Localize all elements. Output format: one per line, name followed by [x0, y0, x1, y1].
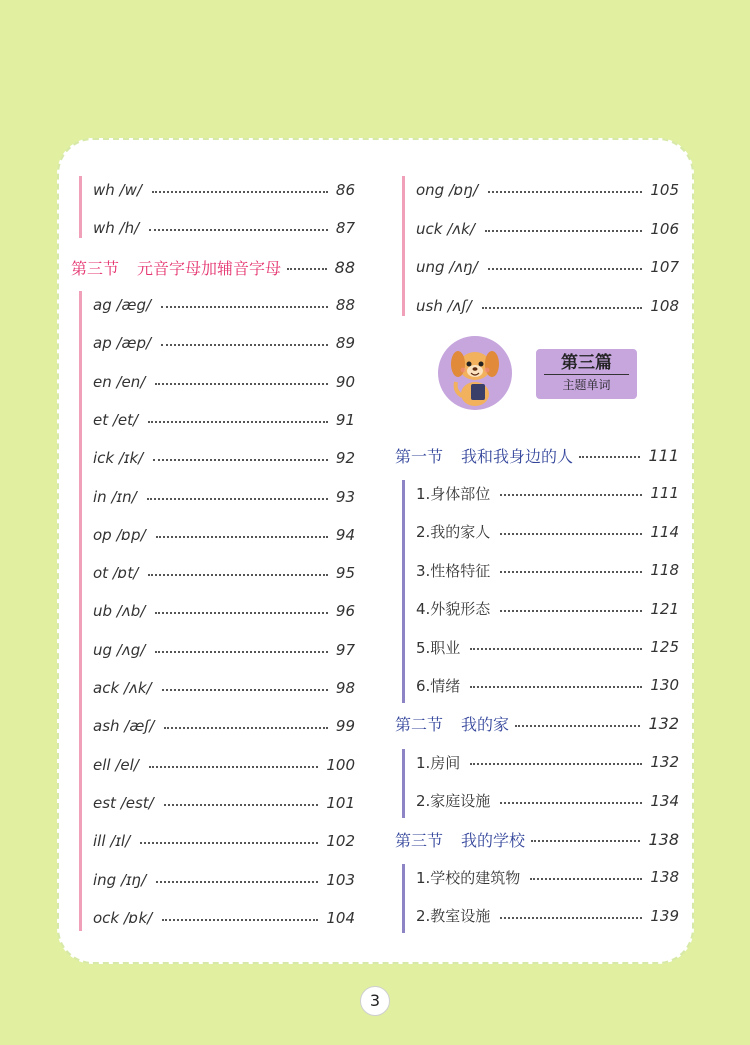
right-bar-top [402, 176, 405, 316]
part-label [536, 349, 637, 399]
dot-leader [156, 881, 318, 883]
part-title: 第三篇 [544, 349, 629, 375]
toc-row-label: ash /æʃ/ [93, 717, 155, 736]
toc-row[interactable] [416, 786, 679, 816]
toc-row-page: 92 [335, 449, 355, 468]
part-badge [438, 336, 638, 410]
left-bar-top [79, 176, 82, 238]
toc-row-page: 111 [650, 484, 679, 503]
section-bar [402, 480, 405, 702]
toc-row-page: 99 [335, 717, 355, 736]
dot-leader [500, 802, 642, 804]
page-number: 3 [360, 986, 390, 1016]
toc-row-page: 101 [326, 793, 355, 812]
section-title: 我的家 [461, 715, 510, 735]
toc-row-label: ack /ʌk/ [93, 679, 152, 697]
toc-row-page: 86 [335, 181, 355, 199]
toc-row[interactable] [416, 747, 679, 777]
dot-leader [500, 917, 642, 919]
left-bar-main [79, 291, 82, 931]
dot-leader [161, 344, 328, 346]
dot-leader [155, 612, 328, 614]
dot-leader [515, 725, 640, 727]
dot-leader [155, 383, 328, 385]
dot-leader [500, 610, 642, 612]
dot-leader [500, 533, 642, 535]
toc-row[interactable] [416, 862, 679, 892]
toc-row[interactable] [93, 482, 355, 512]
toc-row-label: 4.外貌形态 [416, 600, 491, 619]
toc-row-label: in /ɪn/ [93, 487, 137, 506]
dot-leader [140, 842, 318, 844]
dot-leader [470, 648, 642, 650]
toc-row-label: 2.教室设施 [416, 907, 491, 926]
toc-row-label: 3.性格特征 [416, 561, 491, 580]
toc-row-label: ing /ɪŋ/ [93, 870, 147, 889]
toc-row-label: en /en/ [93, 372, 146, 391]
dot-leader [531, 840, 640, 842]
toc-row-label: ag /æg/ [93, 296, 152, 314]
section-title: 我的学校 [461, 830, 526, 850]
dot-leader [500, 494, 642, 496]
section-page: 138 [648, 829, 679, 849]
toc-row[interactable] [416, 594, 679, 624]
dot-leader [579, 456, 640, 458]
toc-row-label: ick /ɪk/ [93, 449, 144, 468]
toc-row[interactable] [93, 213, 355, 243]
dot-leader [470, 763, 642, 765]
section-page: 88 [334, 257, 355, 277]
toc-row-page: 121 [650, 599, 679, 618]
toc-row-label: ell /el/ [93, 755, 139, 774]
toc-row[interactable] [93, 367, 355, 397]
toc-row[interactable] [416, 632, 679, 662]
toc-row-page: 91 [335, 410, 355, 429]
toc-row[interactable] [416, 214, 679, 244]
dot-leader [530, 878, 642, 880]
dot-leader [148, 421, 328, 423]
toc-row-label: et /et/ [93, 410, 139, 429]
toc-row-page: 88 [335, 296, 355, 314]
toc-row-label: op /ɒp/ [93, 525, 146, 544]
toc-row[interactable] [416, 478, 679, 508]
section-heading[interactable] [71, 252, 355, 282]
toc-row-label: ug /ʌg/ [93, 640, 146, 659]
toc-row-page: 95 [335, 564, 355, 583]
section-heading[interactable] [395, 824, 679, 854]
toc-row[interactable] [93, 673, 355, 703]
dot-leader [164, 804, 319, 806]
toc-row-page: 90 [335, 372, 355, 391]
dot-leader [287, 268, 327, 270]
section-number: 第三节 [71, 258, 120, 278]
toc-row-label: 2.家庭设施 [416, 792, 491, 811]
dot-leader [149, 766, 319, 768]
dot-leader [500, 571, 642, 573]
toc-row[interactable] [416, 670, 679, 700]
puppy-illustration [438, 336, 512, 410]
toc-row-label: ong /ɒŋ/ [416, 181, 479, 199]
toc-row-label: 1.学校的建筑物 [416, 868, 521, 887]
toc-row-page: 106 [650, 219, 679, 238]
toc-row-page: 134 [650, 791, 679, 810]
toc-row-page: 96 [335, 602, 355, 621]
dot-leader [147, 498, 328, 500]
dot-leader [488, 191, 642, 193]
toc-row-label: ill /ɪl/ [93, 832, 131, 851]
section-number: 第二节 [395, 715, 444, 735]
dot-leader [155, 651, 328, 653]
toc-row-label: ub /ʌb/ [93, 602, 146, 621]
toc-row-label: 6.情绪 [416, 676, 461, 695]
section-page: 132 [648, 714, 679, 734]
section-number: 第三节 [395, 830, 444, 850]
section-heading[interactable] [395, 709, 679, 739]
section-page: 111 [648, 445, 679, 465]
section-number: 第一节 [395, 446, 444, 466]
toc-row[interactable] [93, 750, 355, 780]
toc-row[interactable] [416, 175, 679, 205]
toc-row-page: 132 [650, 753, 679, 772]
toc-row-page: 107 [650, 258, 679, 276]
toc-row[interactable] [93, 826, 355, 856]
toc-row-page: 100 [326, 755, 355, 774]
section-title: 我和我身边的人 [461, 446, 574, 466]
section-bar [402, 749, 405, 818]
dot-leader [152, 191, 328, 193]
toc-row[interactable] [416, 517, 679, 547]
toc-row-page: 103 [326, 870, 355, 889]
dot-leader [488, 268, 643, 270]
toc-row-page: 118 [650, 561, 679, 580]
toc-row[interactable] [416, 291, 679, 321]
toc-row[interactable] [93, 443, 355, 473]
toc-row[interactable] [93, 328, 355, 358]
toc-row-label: 1.房间 [416, 753, 461, 772]
toc-row-page: 104 [326, 908, 355, 927]
toc-row[interactable] [93, 788, 355, 818]
section-bar [402, 864, 405, 933]
toc-row-label: ot /ɒt/ [93, 564, 139, 583]
dot-leader [164, 727, 328, 729]
toc-row-page: 87 [335, 219, 355, 237]
toc-row-page: 114 [650, 522, 679, 541]
dot-leader [161, 306, 328, 308]
toc-row[interactable] [93, 175, 355, 205]
toc-row-page: 108 [650, 296, 679, 315]
dot-leader [162, 689, 328, 691]
dot-leader [485, 230, 642, 232]
toc-row-page: 97 [335, 640, 355, 659]
toc-row[interactable] [93, 635, 355, 665]
toc-row[interactable] [93, 405, 355, 435]
dot-leader [153, 459, 328, 461]
toc-row[interactable] [416, 252, 679, 282]
dot-leader [470, 686, 642, 688]
toc-row-page: 125 [650, 638, 679, 656]
section-heading[interactable] [395, 440, 679, 470]
toc-row[interactable] [93, 865, 355, 895]
toc-row[interactable] [93, 520, 355, 550]
toc-row-label: ung /ʌŋ/ [416, 258, 478, 276]
toc-row-page: 138 [650, 868, 679, 887]
toc-row-label: 5.职业 [416, 638, 461, 657]
dot-leader [156, 536, 328, 538]
toc-row-label: wh /w/ [93, 181, 142, 199]
toc-row-label: ush /ʌʃ/ [416, 296, 472, 315]
toc-row-page: 102 [326, 832, 355, 851]
toc-row-label: ock /ɒk/ [93, 908, 153, 927]
toc-row-label: uck /ʌk/ [416, 219, 475, 238]
toc-row-page: 94 [335, 525, 355, 544]
toc-row[interactable] [416, 555, 679, 585]
toc-row-label: 2.我的家人 [416, 523, 491, 542]
toc-row-label: wh /h/ [93, 219, 140, 237]
section-title: 元音字母加辅音字母 [137, 258, 282, 278]
dot-leader [149, 229, 328, 231]
dot-leader [162, 919, 318, 921]
toc-row-page: 139 [650, 906, 679, 925]
toc-row-page: 89 [335, 334, 355, 353]
toc-row-page: 105 [650, 181, 679, 199]
part-subtitle: 主题单词 [562, 378, 611, 392]
toc-row-label: ap /æp/ [93, 334, 152, 353]
toc-row[interactable] [93, 903, 355, 933]
toc-row-page: 130 [650, 676, 679, 695]
toc-row[interactable] [93, 558, 355, 588]
toc-row[interactable] [93, 290, 355, 320]
toc-row-page: 98 [335, 679, 355, 697]
toc-row-label: 1.身体部位 [416, 484, 491, 503]
toc-row[interactable] [416, 901, 679, 931]
dot-leader [482, 307, 643, 309]
dot-leader [148, 574, 328, 576]
toc-row[interactable] [93, 596, 355, 626]
toc-row-page: 93 [335, 487, 355, 506]
toc-row[interactable] [93, 711, 355, 741]
toc-row-label: est /est/ [93, 793, 154, 812]
